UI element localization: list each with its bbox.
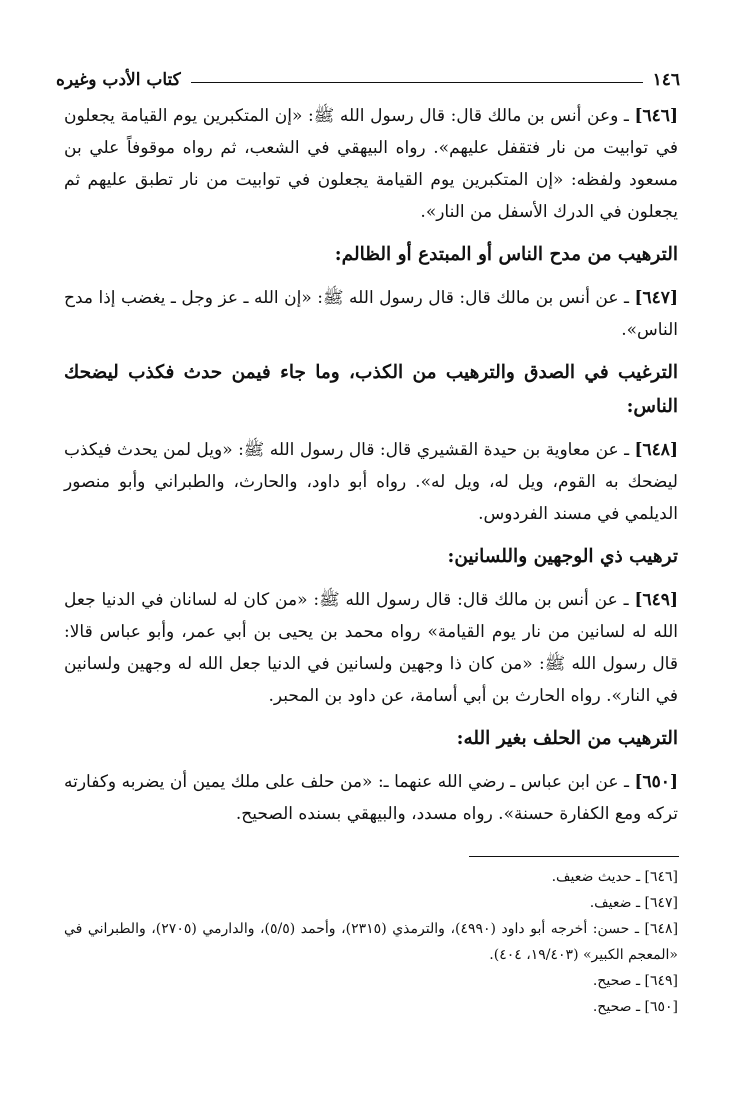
hadith-number: [٦٤٨] [634, 440, 678, 460]
header-rule [191, 82, 643, 83]
hadith-text: ـ عن ابن عباس ـ رضي الله عنهما ـ: «من حلف على ملك يمين أن يضربه وكفارته تركه ومع الكفارة حسنة». رواه مسدد، والبيهقي بسنده الصحيح. [64, 772, 678, 824]
hadith-text: ـ عن أنس بن مالك قال: قال رسول الله ﷺ: «إن الله ـ عز وجل ـ يغضب إذا مدح الناس». [64, 288, 678, 340]
hadith-text: ـ عن أنس بن مالك قال: قال رسول الله ﷺ: «من كان له لسانان في الدنيا جعل الله له لسانين من نار يوم القيامة» رواه محمد بن يحيى بن أبي عمر، وأبو عباس قالا: قال رسول الله ﷺ: «من كان ذا وجهين ولسانين في الدنيا جعل الله له وجهين ولسانين في النار». رواه الحارث بن أبي أسامة، عن داود بن المحبر. [64, 590, 678, 706]
section-heading: ترهيب ذي الوجهين واللسانين: [447, 546, 678, 567]
hadith-number: [٦٤٧] [634, 288, 678, 308]
hadith-number: [٦٤٩] [634, 590, 678, 610]
footnote-divider [469, 856, 679, 857]
running-title: كتاب الأدب وغيره [56, 70, 181, 90]
hadith-648 [64, 434, 678, 530]
hadith-646 [64, 100, 678, 228]
section-heading: الترغيب في الصدق والترهيب من الكذب، وما جاء فيمن حدث فكذب ليضحك الناس: [64, 362, 678, 417]
section-heading: الترهيب من الحلف بغير الله: [456, 728, 678, 749]
hadith-number: [٦٥٠] [634, 772, 678, 792]
hadith-650 [64, 766, 678, 830]
footnote: [٦٤٩] ـ صحيح. [592, 973, 678, 989]
page-header [56, 62, 680, 90]
hadith-text: ـ عن معاوية بن حيدة القشيري قال: قال رسول الله ﷺ: «ويل لمن يحدث فيكذب ليضحك به القوم، ويل له، ويل له». رواه أبو داود، والحارث، والطبراني وأبو منصور الديلمي في مسند الفردوس. [64, 440, 678, 524]
hadith-647 [64, 282, 678, 346]
footnote: [٦٤٦] ـ حديث ضعيف. [551, 869, 678, 885]
footnote: [٦٤٧] ـ ضعيف. [589, 895, 678, 911]
footnote: [٦٥٠] ـ صحيح. [592, 999, 678, 1015]
page-number: ١٤٦ [652, 70, 680, 90]
page-body [64, 100, 678, 840]
hadith-text: ـ وعن أنس بن مالك قال: قال رسول الله ﷺ: «إن المتكبرين يوم القيامة يجعلون في توابيت من نار فتقفل عليهم». رواه البيهقي في الشعب، ثم رواه موقوفاً علي بن مسعود ولفظه: «إن المتكبرين يوم القيامة يجعلون في توابيت من نار تطبق عليهم ثم يجعلون في الدرك الأسفل من النار». [64, 106, 678, 222]
footnote: [٦٤٨] ـ حسن: أخرجه أبو داود (٤٩٩٠)، والترمذي (٢٣١٥)، وأحمد (٥/٥)، والدارمي (٢٧٠٥)، والطبراني في «المعجم الكبير» (١٩/٤٠٣، ٤٠٤). [64, 921, 679, 963]
hadith-number: [٦٤٦] [634, 106, 678, 126]
section-heading: الترهيب من مدح الناس أو المبتدع أو الظالم: [334, 244, 678, 265]
hadith-649 [64, 584, 678, 712]
footnotes [64, 864, 678, 1020]
